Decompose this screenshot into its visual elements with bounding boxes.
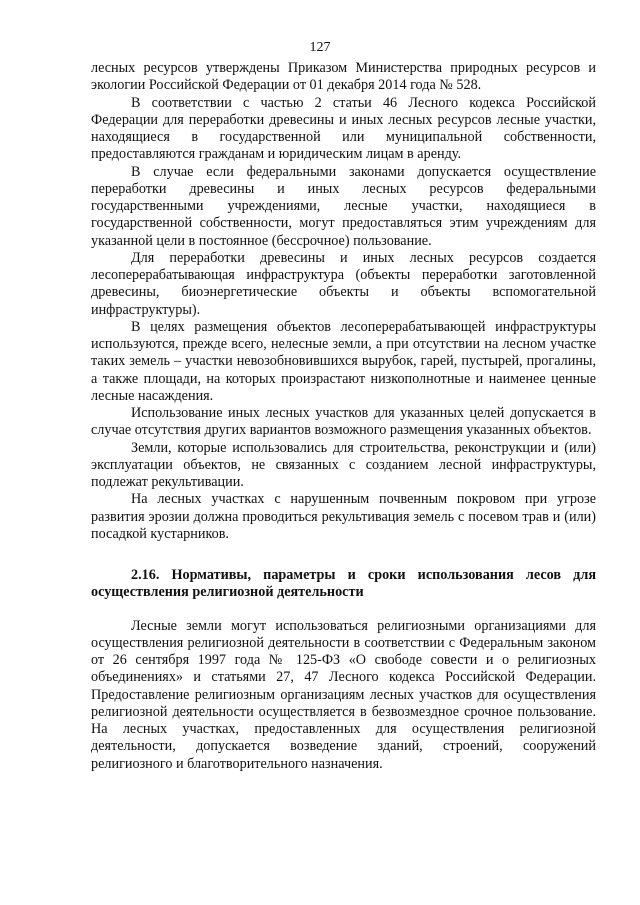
paragraph: Земли, которые использовались для строительства, реконструкции и (или) эксплуатации объектов, не связанных с созданием лесной инфраструктуры, подлежат рекультивации. — [91, 439, 596, 490]
paragraph: Использование иных лесных участков для указанных целей допускается в случае отсутствия других вариантов возможного размещения указанных объектов. — [91, 405, 596, 439]
page-number: 127 — [309, 40, 331, 55]
section-heading: 2.16. Нормативы, параметры и сроки использования лесов для осуществления религиозной деятельности — [91, 567, 596, 601]
paragraph: В целях размещения объектов лесоперерабатывающей инфраструктуры используются, прежде всего, нелесные земли, а при отсутствии на лесном участке таких земель – участки невозобновившихся вырубок, гарей, пустырей, прогалины, а также площади, на которых произрастают низкополнотные и наименее ценные лесные насаждения. — [91, 318, 596, 404]
paragraph: На лесных участках с нарушенным почвенным покровом при угрозе развития эрозии должна проводиться рекультивация земель с посевом трав и (или) посадкой кустарников. — [91, 491, 596, 542]
paragraph: В соответствии с частью 2 статьи 46 Лесного кодекса Российской Федерации для переработки древесины и иных лесных ресурсов лесные участки, находящиеся в государственной или муниципальной собственности, предоставляются гражданам и юридическим лицам в аренду. — [91, 94, 596, 163]
paragraph: Лесные земли могут использоваться религиозными организациями для осуществления религиозной деятельности в соответствии с Федеральным законом от 26 сентября 1997 года № 125-ФЗ «О свободе совести и о религиозных объединениях» и статьями 27, 47 Лесного кодекса Российской Федерации. Предоставление религиозным организациям лесных участков для осуществления религиозной деятельности осуществляется в безвозмездное срочное пользование. На лесных участках, предоставленных для осуществления религиозной деятельности, допускается возведение зданий, строений, сооружений религиозного и благотворительного назначения. — [91, 617, 596, 772]
page-body — [91, 60, 596, 773]
paragraph: Для переработки древесины и иных лесных ресурсов создается лесоперерабатывающая инфраструктура (объекты переработки заготовленной древесины, биоэнергетические объекты и объекты вспомогательной инфраструктуры). — [91, 249, 596, 318]
paragraph: лесных ресурсов утверждены Приказом Министерства природных ресурсов и экологии Российской Федерации от 01 декабря 2014 года № 528. — [91, 60, 596, 94]
paragraph: В случае если федеральными законами допускается осуществление переработки древесины и иных лесных ресурсов федеральными государственными учреждениями, лесные участки, находящиеся в государственной собственности, могут предоставляться этим учреждениям для указанной цели в постоянное (бессрочное) пользование. — [91, 163, 596, 249]
